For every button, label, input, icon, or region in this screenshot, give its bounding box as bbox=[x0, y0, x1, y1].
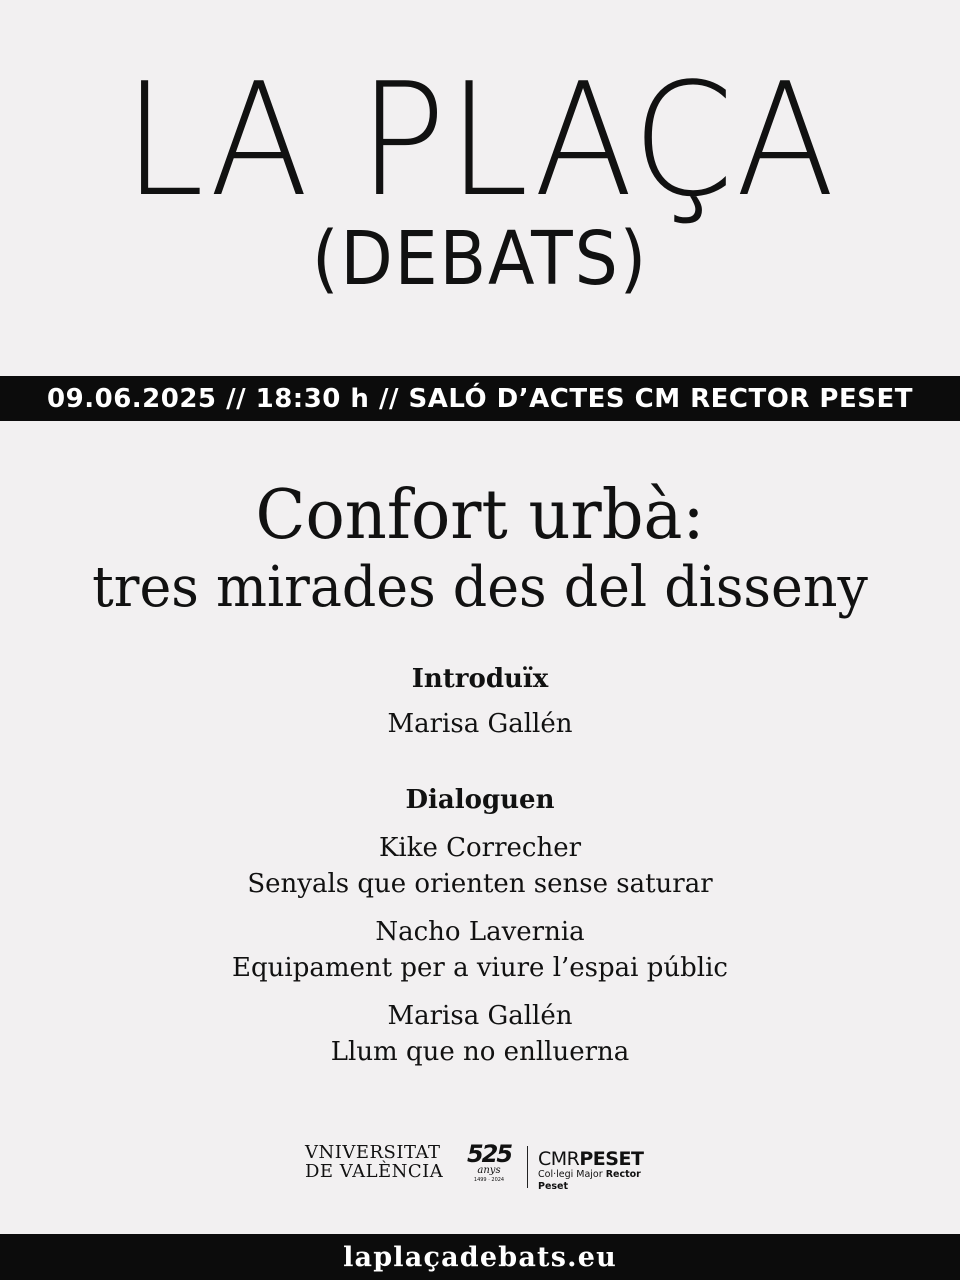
cm-line2-bold: Rector Peset bbox=[538, 1169, 641, 1193]
intro-speaker: Marisa Gallén bbox=[387, 709, 573, 739]
uv-logo-line1: VNIVERSITAT bbox=[305, 1142, 441, 1163]
event-info-band bbox=[0, 376, 960, 421]
event-title: LA PLAÇA bbox=[123, 49, 837, 231]
anniversary-number: 525 bbox=[466, 1140, 512, 1168]
universitat-valencia-logo bbox=[305, 1144, 443, 1182]
intro-label: Introduïx bbox=[411, 664, 549, 694]
cm-prefix: CMR bbox=[538, 1148, 580, 1170]
anniversary-word: anys bbox=[477, 1165, 501, 1176]
anniversary-logo bbox=[461, 1142, 517, 1183]
cmr-peset-logo bbox=[538, 1150, 665, 1194]
speaker-topic: Llum que no enlluerna bbox=[330, 1037, 630, 1067]
talk-subtitle: tres mirades des del disseny bbox=[92, 555, 868, 620]
anniversary-years: 1499 · 2024 bbox=[473, 1177, 505, 1183]
speaker-topic: Senyals que orienten sense saturar bbox=[247, 869, 713, 899]
cm-bold: PESET bbox=[579, 1148, 644, 1170]
event-date-time-venue: 09.06.2025 // 18:30 h // SALÓ D’ACTES CM RECTOR PESET bbox=[47, 383, 913, 414]
sponsor-logos bbox=[305, 1140, 665, 1196]
dialogue-label: Dialoguen bbox=[405, 785, 555, 815]
website-link[interactable]: laplaçadebats.eu bbox=[343, 1241, 617, 1273]
cm-line2-prefix: Col·legi Major bbox=[538, 1169, 603, 1180]
logo-divider bbox=[527, 1146, 528, 1188]
speaker-name: Marisa Gallén bbox=[387, 1001, 573, 1031]
speaker-topic: Equipament per a viure l’espai públic bbox=[232, 953, 728, 983]
event-subtitle: (DEBATS) bbox=[311, 216, 649, 302]
speaker-name: Nacho Lavernia bbox=[375, 917, 585, 947]
website-footer bbox=[0, 1234, 960, 1280]
uv-logo-line2: DE VALÈNCIA bbox=[305, 1160, 444, 1182]
talk-title: Confort urbà: bbox=[255, 476, 705, 555]
speaker-name: Kike Correcher bbox=[378, 833, 582, 863]
